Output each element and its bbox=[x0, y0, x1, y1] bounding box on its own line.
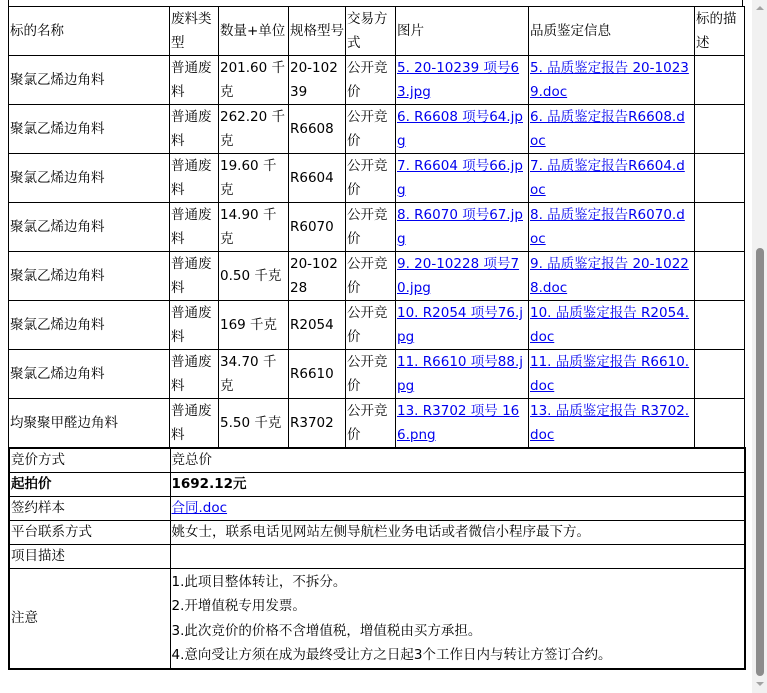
item-type: 普通废料 bbox=[170, 399, 219, 448]
note-item: 4.意向受让方须在成为最终受让方之日起3个工作日内与转让方签订合约。 bbox=[171, 647, 612, 663]
vertical-scrollbar[interactable] bbox=[752, 0, 767, 693]
item-type: 普通废料 bbox=[170, 350, 219, 399]
header-image: 图片 bbox=[396, 7, 529, 56]
item-quantity: 34.70 千克 bbox=[219, 350, 289, 399]
header-method: 交易方式 bbox=[346, 7, 396, 56]
header-quantity: 数量+单位 bbox=[219, 7, 289, 56]
table-row bbox=[9, 399, 745, 448]
contact-value: 姚女士，联系电话见网站左侧导航栏业务电话或者微信小程序最下方。 bbox=[170, 521, 745, 545]
item-name: 聚氯乙烯边角料 bbox=[9, 105, 170, 154]
contract-sample-row bbox=[9, 497, 745, 521]
project-desc-label: 项目描述 bbox=[9, 545, 170, 569]
header-type: 废料类型 bbox=[170, 7, 219, 56]
start-price-value: 1692.12元 bbox=[170, 473, 745, 497]
item-name: 聚氯乙烯边角料 bbox=[9, 350, 170, 399]
scroll-down-arrow-icon[interactable] bbox=[756, 682, 764, 686]
image-link[interactable]: 9. 20-10228 项号70.jpg bbox=[397, 256, 520, 296]
items-table bbox=[8, 6, 745, 448]
report-link[interactable]: 9. 品质鉴定报告 20-10228.doc bbox=[530, 256, 689, 296]
image-link[interactable]: 6. R6608 项号64.jpg bbox=[397, 109, 523, 149]
header-report: 品质鉴定信息 bbox=[529, 7, 695, 56]
scroll-up-arrow-icon[interactable] bbox=[756, 6, 764, 10]
item-quantity: 14.90 千克 bbox=[219, 203, 289, 252]
notes-list bbox=[170, 569, 745, 670]
item-spec: 20-10239 bbox=[289, 56, 346, 105]
item-name: 聚氯乙烯边角料 bbox=[9, 154, 170, 203]
image-link[interactable]: 5. 20-10239 项号63.jpg bbox=[397, 60, 520, 100]
table-row bbox=[9, 203, 745, 252]
item-quantity: 0.50 千克 bbox=[219, 252, 289, 301]
item-desc bbox=[695, 252, 745, 301]
item-desc bbox=[695, 399, 745, 448]
project-desc-value bbox=[170, 545, 745, 569]
item-type: 普通废料 bbox=[170, 252, 219, 301]
header-desc: 标的描述 bbox=[695, 7, 745, 56]
table-row bbox=[9, 105, 745, 154]
start-price-label: 起拍价 bbox=[9, 473, 170, 497]
item-desc bbox=[695, 56, 745, 105]
note-item: 1.此项目整体转让，不拆分。 bbox=[171, 573, 347, 590]
item-spec: R2054 bbox=[289, 301, 346, 350]
item-desc bbox=[695, 154, 745, 203]
item-name: 聚氯乙烯边角料 bbox=[9, 301, 170, 350]
item-type: 普通废料 bbox=[170, 56, 219, 105]
item-quantity: 262.20 千克 bbox=[219, 105, 289, 154]
contract-doc-link[interactable]: 合同.doc bbox=[171, 500, 228, 516]
item-spec: R6604 bbox=[289, 154, 346, 203]
table-row bbox=[9, 56, 745, 105]
item-quantity: 201.60 千克 bbox=[219, 56, 289, 105]
item-type: 普通废料 bbox=[170, 154, 219, 203]
item-method: 公开竞价 bbox=[346, 399, 396, 448]
scrollbar-thumb[interactable] bbox=[756, 248, 764, 676]
table-header-row bbox=[9, 7, 745, 56]
table-row bbox=[9, 252, 745, 301]
image-link[interactable]: 8. R6070 项号67.jpg bbox=[397, 207, 523, 247]
report-link[interactable]: 10. 品质鉴定报告 R2054.doc bbox=[530, 305, 690, 345]
item-type: 普通废料 bbox=[170, 105, 219, 154]
contract-sample-label: 签约样本 bbox=[9, 497, 170, 521]
item-name: 均聚聚甲醛边角料 bbox=[9, 399, 170, 448]
note-item: 2.开增值税专用发票。 bbox=[171, 598, 306, 614]
item-type: 普通废料 bbox=[170, 301, 219, 350]
bid-method-row bbox=[9, 448, 745, 473]
image-link[interactable]: 10. R2054 项号76.jpg bbox=[397, 305, 524, 345]
item-method: 公开竞价 bbox=[346, 105, 396, 154]
notes-label: 注意 bbox=[9, 569, 170, 670]
note-item: 3.此次竞价的价格不含增值税，增值税由买方承担。 bbox=[171, 622, 482, 639]
item-desc bbox=[695, 301, 745, 350]
item-name: 聚氯乙烯边角料 bbox=[9, 56, 170, 105]
contact-label: 平台联系方式 bbox=[9, 521, 170, 545]
item-quantity: 5.50 千克 bbox=[219, 399, 289, 448]
auction-info-table bbox=[8, 447, 746, 670]
item-name: 聚氯乙烯边角料 bbox=[9, 203, 170, 252]
table-row bbox=[9, 350, 745, 399]
report-link[interactable]: 13. 品质鉴定报告 R3702.doc bbox=[530, 403, 690, 443]
report-link[interactable]: 5. 品质鉴定报告 20-10239.doc bbox=[530, 60, 689, 100]
item-type: 普通废料 bbox=[170, 203, 219, 252]
item-method: 公开竞价 bbox=[346, 350, 396, 399]
contact-row bbox=[9, 521, 745, 545]
bid-method-value: 竞总价 bbox=[170, 448, 745, 473]
report-link[interactable]: 6. 品质鉴定报告R6608.doc bbox=[530, 109, 685, 149]
item-spec: R3702 bbox=[289, 399, 346, 448]
item-method: 公开竞价 bbox=[346, 154, 396, 203]
report-link[interactable]: 11. 品质鉴定报告 R6610.doc bbox=[530, 354, 690, 394]
notes-row bbox=[9, 569, 745, 670]
header-name: 标的名称 bbox=[9, 7, 170, 56]
header-spec: 规格型号 bbox=[289, 7, 346, 56]
item-quantity: 19.60 千克 bbox=[219, 154, 289, 203]
item-quantity: 169 千克 bbox=[219, 301, 289, 350]
item-method: 公开竞价 bbox=[346, 301, 396, 350]
image-link[interactable]: 11. R6610 项号88.jpg bbox=[397, 354, 524, 394]
bid-method-label: 竞价方式 bbox=[9, 448, 170, 473]
report-link[interactable]: 8. 品质鉴定报告R6070.doc bbox=[530, 207, 685, 247]
item-spec: R6070 bbox=[289, 203, 346, 252]
item-desc bbox=[695, 105, 745, 154]
item-method: 公开竞价 bbox=[346, 252, 396, 301]
image-link[interactable]: 7. R6604 项号66.jpg bbox=[397, 158, 523, 198]
report-link[interactable]: 7. 品质鉴定报告R6604.doc bbox=[530, 158, 685, 198]
item-method: 公开竞价 bbox=[346, 56, 396, 105]
project-desc-row bbox=[9, 545, 745, 569]
item-spec: 20-10228 bbox=[289, 252, 346, 301]
table-row bbox=[9, 301, 745, 350]
item-spec: R6610 bbox=[289, 350, 346, 399]
item-desc bbox=[695, 350, 745, 399]
item-method: 公开竞价 bbox=[346, 203, 396, 252]
item-spec: R6608 bbox=[289, 105, 346, 154]
image-link[interactable]: 13. R3702 项号 166.png bbox=[397, 403, 520, 443]
item-name: 聚氯乙烯边角料 bbox=[9, 252, 170, 301]
item-desc bbox=[695, 203, 745, 252]
start-price-row bbox=[9, 473, 745, 497]
table-row bbox=[9, 154, 745, 203]
